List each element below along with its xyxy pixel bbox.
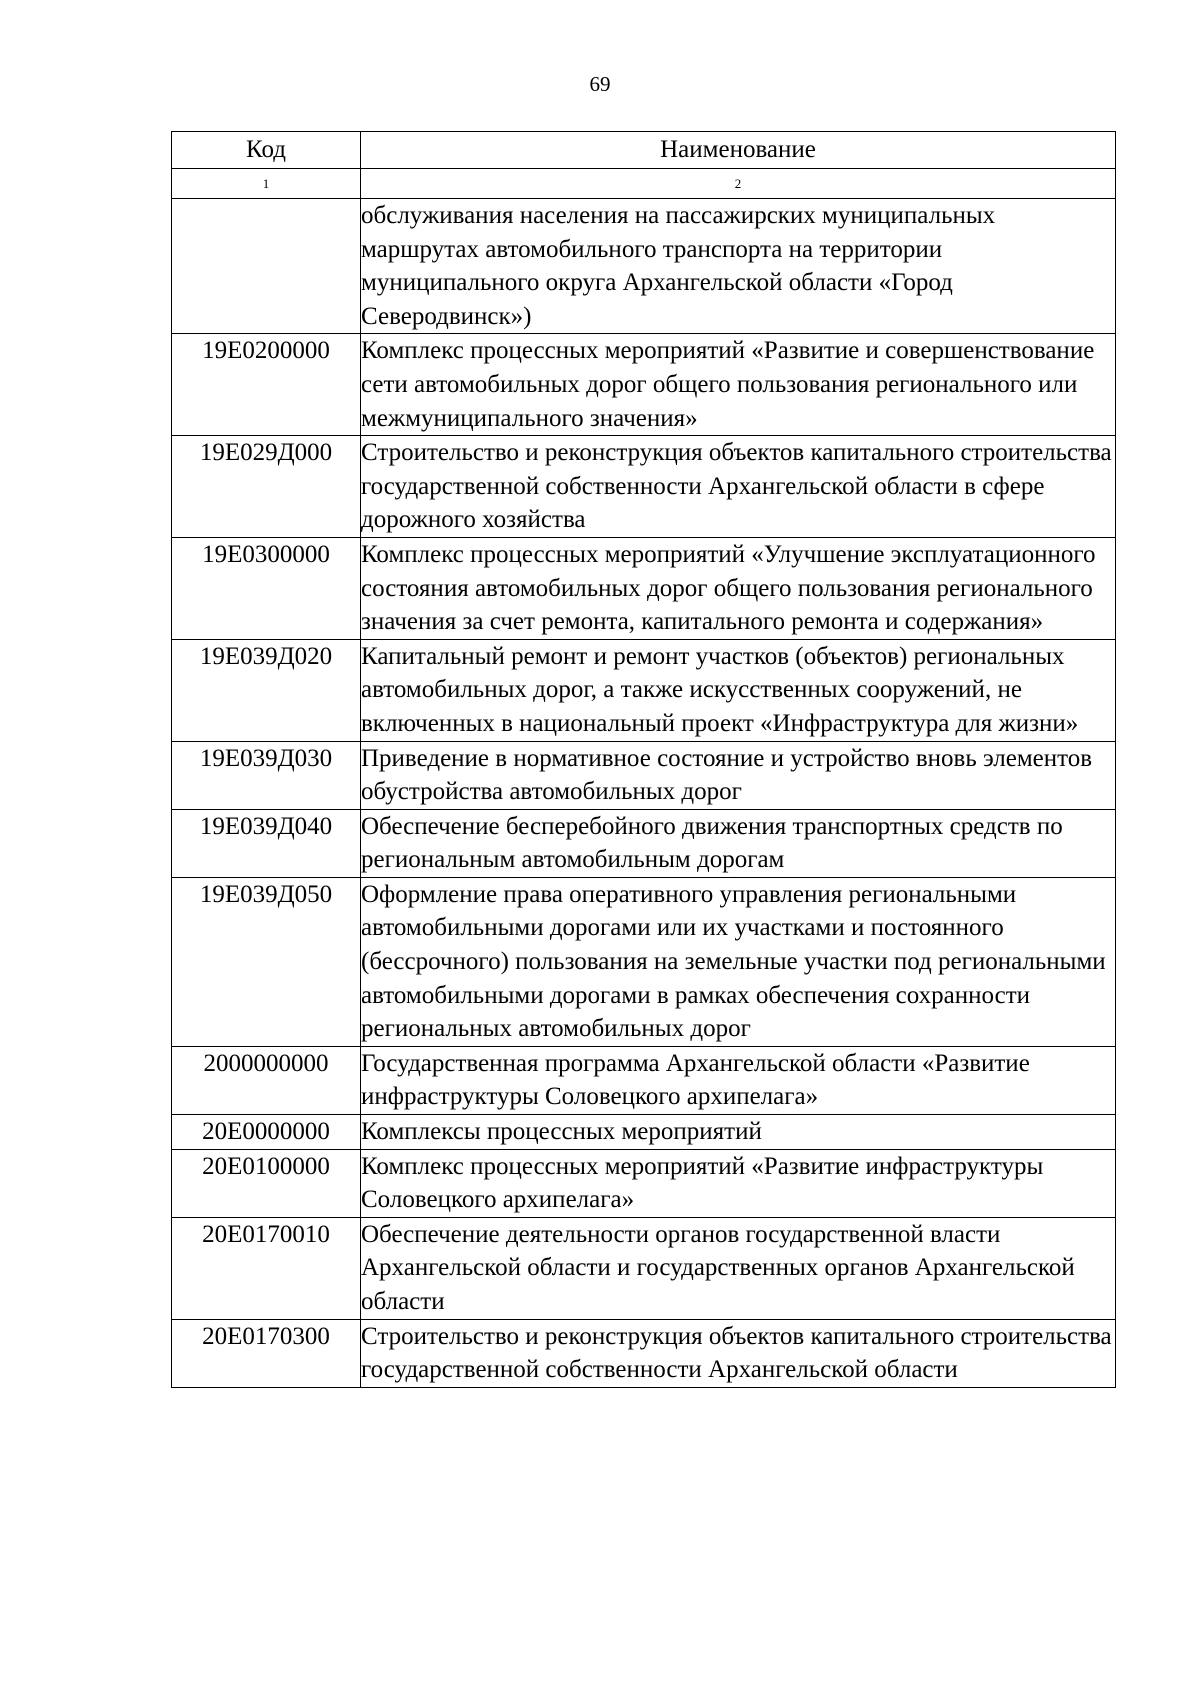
- row-name: Оформление права оперативного управления региональными автомобильными дорогами или их участками и постоянного (бессрочного) пользования на земельные участки под региональными автомобильными дорогами в рамках обеспечения сохранности региональных автомобильных дорог: [361, 877, 1116, 1046]
- header-name: Наименование: [361, 132, 1116, 169]
- row-name: Комплекс процессных мероприятий «Улучшение эксплуатационного состояния автомобильных дорог общего пользования регионального значения за счет ремонта, капитального ремонта и содержания»: [361, 537, 1116, 639]
- row-name: Приведение в нормативное состояние и устройство вновь элементов обустройства автомобильных дорог: [361, 741, 1116, 809]
- row-code: 19Е039Д020: [172, 639, 361, 741]
- table-row: [172, 1217, 1116, 1319]
- table-row: [172, 537, 1116, 639]
- table-row: [172, 809, 1116, 877]
- row-code: 20Е0000000: [172, 1115, 361, 1150]
- row-name: Комплекс процессных мероприятий «Развитие инфраструктуры Соловецкого архипелага»: [361, 1149, 1116, 1217]
- row-code: 2000000000: [172, 1046, 361, 1114]
- table-row: [172, 436, 1116, 538]
- row-code: [172, 199, 361, 334]
- table-header-row: [172, 132, 1116, 169]
- row-code: 19Е039Д050: [172, 877, 361, 1046]
- table-row: [172, 334, 1116, 436]
- row-code: 19Е0300000: [172, 537, 361, 639]
- table-row: [172, 1319, 1116, 1387]
- table-row: [172, 639, 1116, 741]
- row-code: 20Е0100000: [172, 1149, 361, 1217]
- row-name: Капитальный ремонт и ремонт участков (объектов) региональных автомобильных дорог, а также искусственных сооружений, не включенных в национальный проект «Инфраструктура для жизни»: [361, 639, 1116, 741]
- row-name: Строительство и реконструкция объектов капитального строительства государственной собственности Архангельской области в сфере дорожного хозяйства: [361, 436, 1116, 538]
- row-name: Государственная программа Архангельской области «Развитие инфраструктуры Соловецкого архипелага»: [361, 1046, 1116, 1114]
- row-name: обслуживания населения на пассажирских муниципальных маршрутах автомобильного транспорта на территории муниципального округа Архангельской области «Город Северодвинск»): [361, 199, 1116, 334]
- row-name: Строительство и реконструкция объектов капитального строительства государственной собственности Архангельской области: [361, 1319, 1116, 1387]
- table-row: [172, 199, 1116, 334]
- table-row: [172, 1046, 1116, 1114]
- row-code: 20Е0170300: [172, 1319, 361, 1387]
- row-code: 19Е039Д040: [172, 809, 361, 877]
- row-code: 19Е0200000: [172, 334, 361, 436]
- page-number: 69: [589, 72, 611, 96]
- table-row: [172, 1115, 1116, 1150]
- row-name: Обеспечение деятельности органов государственной власти Архангельской области и государственных органов Архангельской области: [361, 1217, 1116, 1319]
- column-number-row: [172, 169, 1116, 199]
- column-number-code: 1: [172, 169, 361, 199]
- row-name: Обеспечение бесперебойного движения транспортных средств по региональным автомобильным дорогам: [361, 809, 1116, 877]
- row-code: 19Е039Д030: [172, 741, 361, 809]
- row-code: 20Е0170010: [172, 1217, 361, 1319]
- table-row: [172, 741, 1116, 809]
- row-name: Комплексы процессных мероприятий: [361, 1115, 1116, 1150]
- budget-codes-table: [171, 131, 1116, 1388]
- column-number-name: 2: [361, 169, 1116, 199]
- header-code: Код: [172, 132, 361, 169]
- row-name: Комплекс процессных мероприятий «Развитие и совершенствование сети автомобильных дорог общего пользования регионального или межмуниципального значения»: [361, 334, 1116, 436]
- row-code: 19Е029Д000: [172, 436, 361, 538]
- table-row: [172, 1149, 1116, 1217]
- table-row: [172, 877, 1116, 1046]
